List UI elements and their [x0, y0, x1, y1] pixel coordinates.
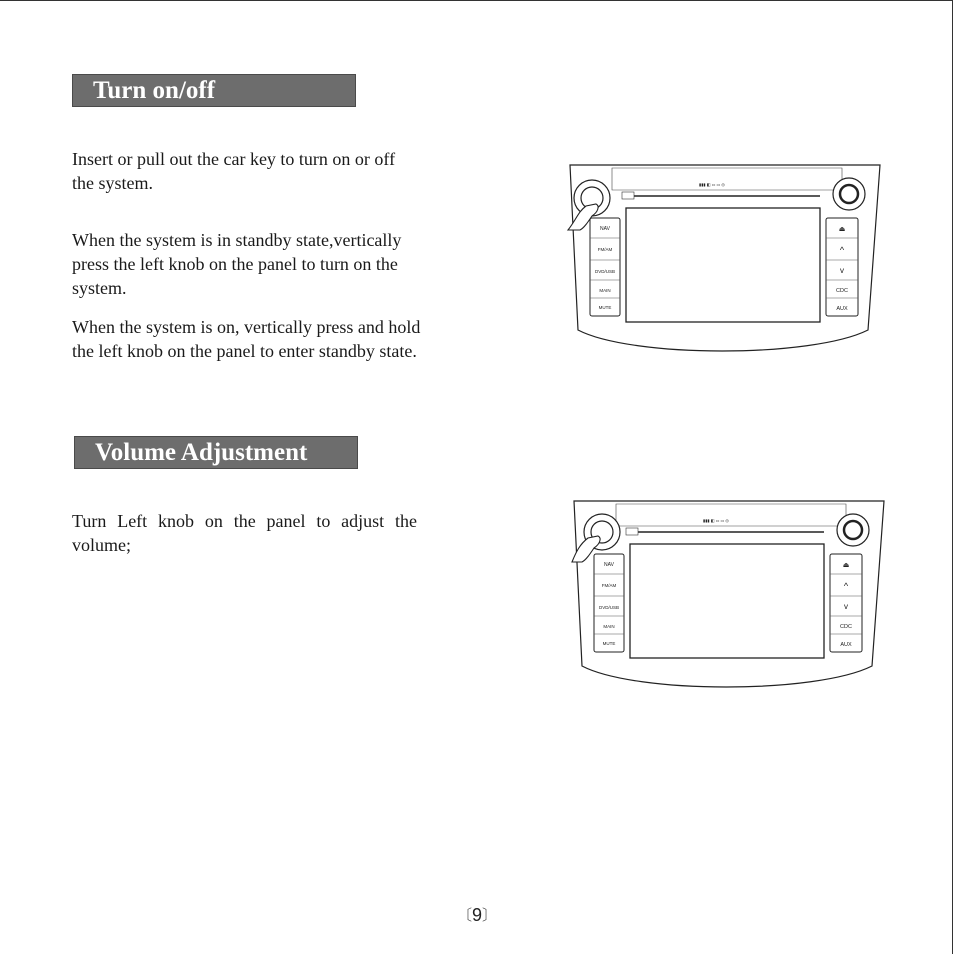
dvd-usb-button-label: DVD/USB	[598, 605, 620, 610]
fm-am-button-label: FM/AM	[601, 583, 617, 588]
page-border-right	[952, 0, 953, 954]
head-unit-illustration-press	[562, 160, 882, 360]
eject-icon: ⏏	[838, 226, 846, 233]
paragraph-car-key: Insert or pull out the car key to turn on or off the system.	[72, 149, 396, 193]
section-title-turn-on-off: Turn on/off	[72, 74, 356, 107]
bracket-right-icon: 〕	[482, 907, 498, 924]
paragraph-standby-turn-on: When the system is in standby state,vertically press the left knob on the panel to turn on the system.	[72, 230, 402, 298]
head-unit-drawing	[566, 496, 886, 696]
aux-button-label: AUX	[840, 642, 852, 648]
main-button-label: MAIN	[599, 288, 611, 293]
paragraph-enter-standby: When the system is on, vertically press and hold the left knob on the panel to enter standby state.	[72, 317, 421, 361]
eject-icon: ⏏	[842, 562, 850, 569]
bracket-left-icon: 〔	[456, 907, 472, 924]
paragraph-volume: Turn Left knob on the panel to adjust the volume;	[72, 511, 417, 555]
aux-button-label: AUX	[836, 306, 848, 312]
page-border-top	[0, 0, 953, 1]
down-icon: v	[844, 602, 848, 611]
mute-button-label: MUTE	[598, 305, 612, 310]
cdc-button-label: CDC	[840, 624, 852, 630]
main-button-label: MAIN	[603, 624, 615, 629]
up-icon: ^	[839, 245, 845, 255]
svg-text:▮▮▮ ◧ ▭ ▭ ◎: ▮▮▮ ◧ ▭ ▭ ◎	[703, 518, 729, 523]
head-unit-drawing	[562, 160, 882, 360]
nav-button-label: NAV	[600, 226, 610, 232]
dvd-usb-button-label: DVD/USB	[594, 269, 616, 274]
mute-button-label: MUTE	[602, 641, 616, 646]
fm-am-button-label: FM/AM	[597, 247, 613, 252]
nav-button-label: NAV	[604, 562, 614, 568]
section-title-volume-adjustment: Volume Adjustment	[74, 436, 358, 469]
up-icon: ^	[843, 581, 849, 591]
page-number	[0, 904, 954, 926]
page-number-value: 9	[471, 905, 482, 925]
down-icon: v	[840, 266, 844, 275]
cdc-button-label: CDC	[836, 288, 848, 294]
head-unit-illustration-turn	[566, 496, 886, 696]
svg-text:▮▮▮ ◧ ▭ ▭ ◎: ▮▮▮ ◧ ▭ ▭ ◎	[699, 182, 725, 187]
